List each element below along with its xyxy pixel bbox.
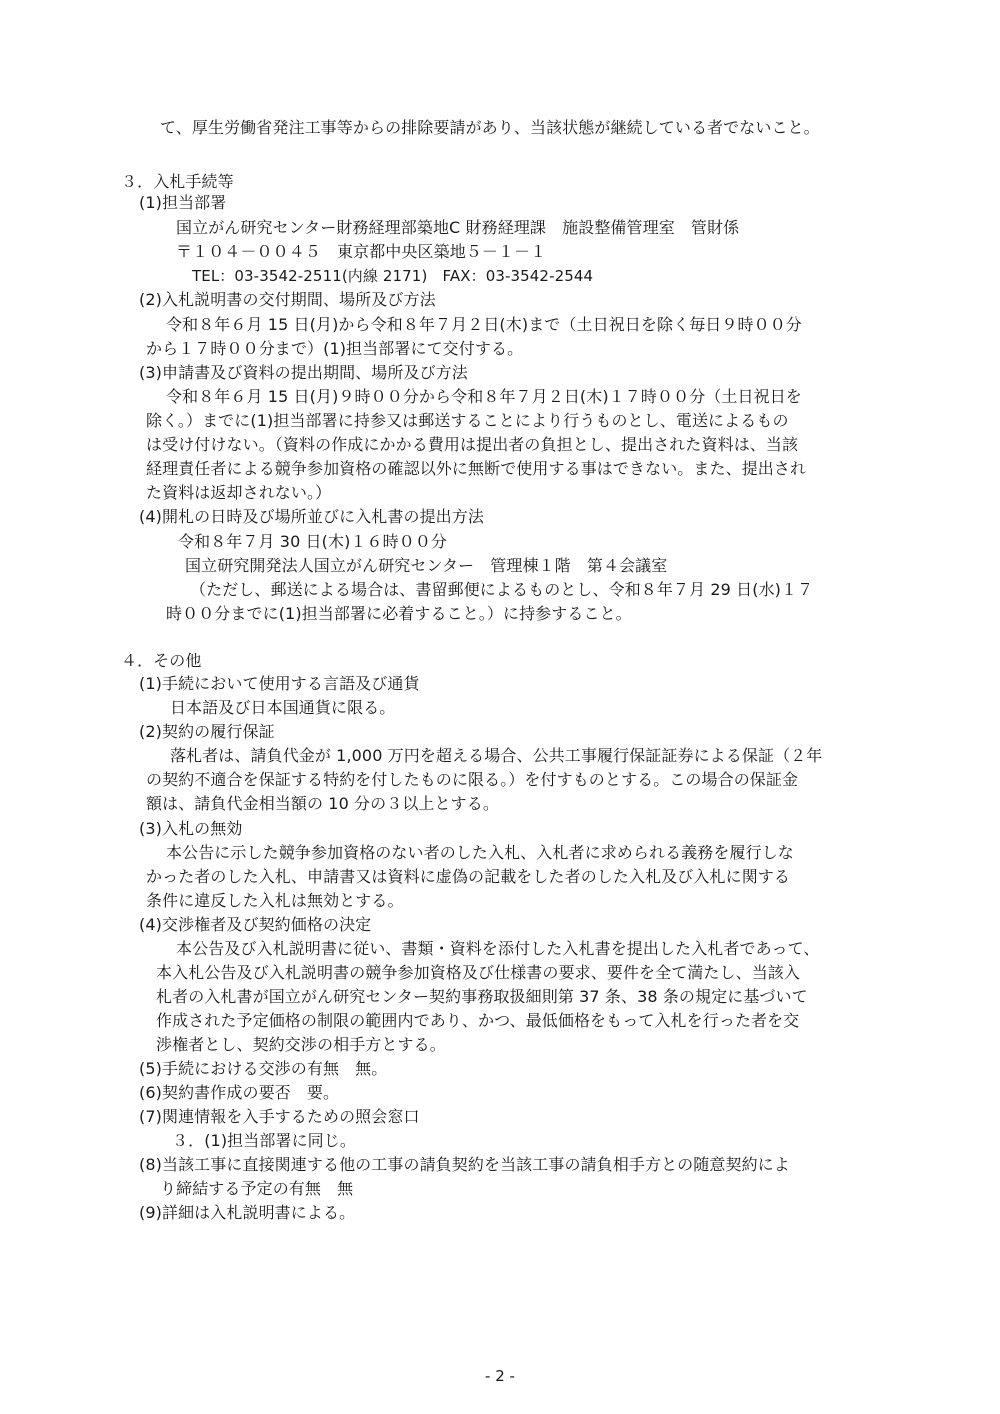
- subheading-4-9: (9)詳細は入札説明書による。: [139, 1203, 356, 1222]
- paragraph-line: 経理責任者による競争参加資格の確認以外に無断で使用する事はできない。また、提出され: [146, 459, 807, 478]
- paragraph-line: ３．(1)担当部署に同じ。: [172, 1131, 356, 1150]
- paragraph-line: 日本語及び日本国通貨に限る。: [170, 698, 396, 717]
- paragraph-line: （ただし、郵送による場合は、書留郵便によるものとし、令和８年７月 29 日(水)１７: [190, 580, 814, 599]
- paragraph-line: かった者のした入札、申請書又は資料に虚偽の記載をした者のした入札及び入札に関する: [146, 867, 791, 886]
- subheading-3-4: (4)開札の日時及び場所並びに入札書の提出方法: [139, 507, 484, 526]
- department-name: 国立がん研究センター財務経理部築地C 財務経理課 施設整備管理室 管財係: [176, 218, 740, 237]
- paragraph-line: 令和８年６月 15 日(月)９時００分から令和８年７月２日(木)１７時００分（土日祝日を: [166, 387, 802, 406]
- paragraph-line: は受け付けない。（資料の作成にかかる費用は提出者の負担とし、提出された資料は、当該: [146, 435, 799, 454]
- opening-location: 国立研究開発法人国立がん研究センター 管理棟１階 第４会議室: [185, 556, 668, 575]
- paragraph-line: 本入札公告及び入札説明書の競争参加資格及び仕様書の要求、要件を全て満たし、当該入: [156, 963, 801, 982]
- paragraph-line: 条件に違反した入札は無効とする。: [146, 891, 404, 910]
- paragraph-line: 札者の入札書が国立がん研究センター契約事務取扱細則第 37 条、38 条の規定に基づいて: [156, 987, 808, 1006]
- section-heading-4: ４．その他: [121, 651, 202, 670]
- subheading-4-5: (5)手続における交渉の有無 無。: [139, 1059, 388, 1078]
- subheading-3-2: (2)入札説明書の交付期間、場所及び方法: [139, 290, 436, 309]
- paragraph-line: 除く。）までに(1)担当部署に持参又は郵送することにより行うものとし、電送によるもの: [146, 411, 789, 430]
- subheading-4-2: (2)契約の履行保証: [139, 722, 275, 741]
- page-number: - 2 -: [485, 1367, 515, 1385]
- subheading-4-1: (1)手続において使用する言語及び通貨: [139, 674, 420, 693]
- paragraph-line: た資料は返却されない。）: [146, 483, 332, 502]
- opening-datetime: 令和８年７月 30 日(木)１６時００分: [178, 532, 448, 551]
- subheading-4-4: (4)交渉権者及び契約価格の決定: [139, 915, 372, 934]
- subheading-3-3: (3)申請書及び資料の提出期間、場所及び方法: [139, 363, 468, 382]
- paragraph-line: 本公告に示した競争参加資格のない者のした入札、入札者に求められる義務を履行しな: [166, 843, 794, 862]
- paragraph-line: 本公告及び入札説明書に従い、書類・資料を添付した入札書を提出した入札者であって、: [176, 939, 820, 958]
- paragraph-line: から１７時００分まで）(1)担当部署にて交付する。: [146, 339, 524, 358]
- section-heading-3: ３．入札手続等: [121, 172, 234, 191]
- contact-phone-fax: TEL：03-3542-2511(内線 2171) FAX：03-3542-2544: [192, 267, 594, 285]
- paragraph-line: 渉権者とし、契約交渉の相手方とする。: [156, 1035, 446, 1054]
- postal-address: 〒１０４－００４５ 東京都中央区築地５－１－１: [176, 242, 547, 261]
- subheading-4-6: (6)契約書作成の要否 要。: [139, 1083, 340, 1102]
- continuation-line: て、厚生労働省発注工事等からの排除要請があり、当該状態が継続している者でないこと。: [160, 118, 820, 137]
- subheading-4-3: (3)入札の無効: [139, 819, 243, 838]
- subheading-4-7: (7)関連情報を入手するための照会窓口: [139, 1107, 420, 1126]
- paragraph-line: 作成された予定価格の制限の範囲内であり、かつ、最低価格をもって入札を行った者を交: [156, 1011, 800, 1030]
- paragraph-line: 落札者は、請負代金が 1,000 万円を超える場合、公共工事履行保証証券による保証（２年: [170, 746, 823, 765]
- paragraph-line: 令和８年６月 15 日(月)から令和８年７月２日(木)まで（土日祝日を除く毎日９時００分: [166, 315, 802, 334]
- subheading-3-1: (1)担当部署: [139, 193, 227, 212]
- paragraph-line: 時００分までに(1)担当部署に必着すること。）に持参すること。: [166, 604, 632, 623]
- subheading-4-8: (8)当該工事に直接関連する他の工事の請負契約を当該工事の請負相手方との随意契約によ: [139, 1155, 790, 1174]
- paragraph-line: り締結する予定の有無 無: [160, 1179, 354, 1198]
- paragraph-line: 額は、請負代金相当額の 10 分の３以上とする。: [146, 794, 499, 813]
- paragraph-line: の契約不適合を保証する特約を付したものに限る。）を付すものとする。この場合の保証金: [146, 770, 799, 789]
